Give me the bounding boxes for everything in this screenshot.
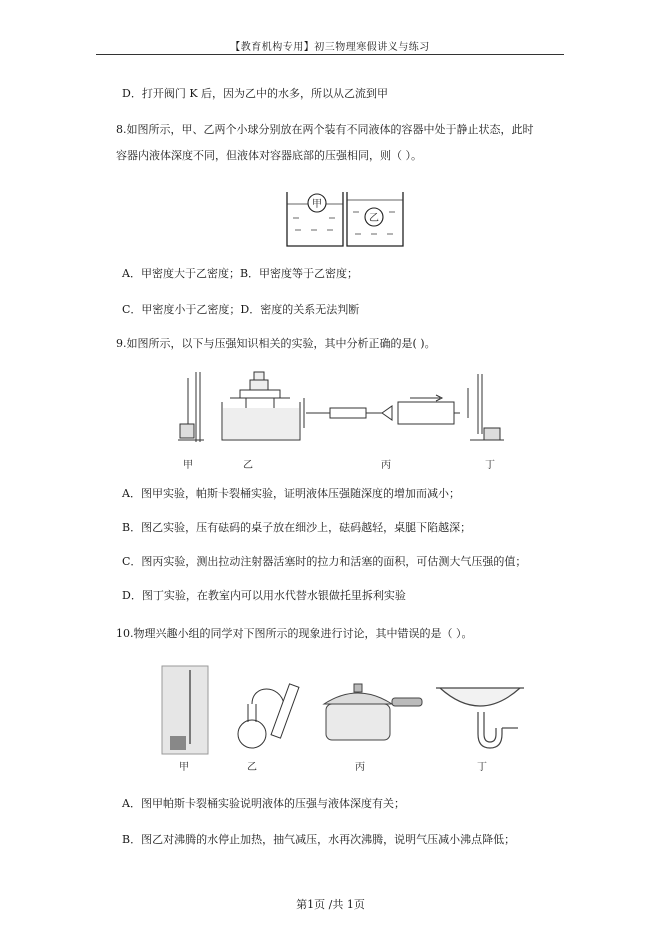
q10-caption-d: 丁 — [477, 762, 487, 773]
ball-right-label: 乙 — [369, 213, 379, 224]
q9-caption-c: 丙 — [381, 460, 391, 471]
syringe-figure — [304, 395, 460, 428]
q8-option-cd: C．甲密度小于乙密度；D．密度的关系无法判断 — [122, 303, 360, 316]
q9-caption-d: 丁 — [485, 460, 495, 471]
flask-pump-figure — [238, 684, 299, 748]
q8-stem-line2: 容器内液体深度不同，但液体对容器底部的压强相同，则（ ）。 — [116, 149, 422, 162]
q9-caption-a: 甲 — [183, 460, 193, 471]
q9-option-a: A．图甲实验，帕斯卡裂桶实验，证明液体压强随深度的增加而减小； — [122, 487, 460, 500]
q10-option-a: A．图甲帕斯卡裂桶实验说明液体的压强与液体深度有关； — [122, 797, 405, 810]
q8-containers-figure — [285, 190, 405, 250]
q9-stem: 9.如图所示，以下与压强知识相关的实验，其中分析正确的是( )。 — [116, 337, 436, 350]
pascal-barrel-figure — [178, 372, 204, 442]
table-on-sand-figure — [222, 372, 300, 440]
q10-stem: 10.物理兴趣小组的同学对下图所示的现象进行讨论，其中错误的是（ ）。 — [116, 627, 473, 640]
q10-caption-b: 乙 — [247, 762, 257, 773]
page-footer: 第1页 /共 1页 — [296, 898, 365, 911]
q8-stem-line1: 8.如图所示，甲、乙两个小球分别放在两个装有不同液体的容器中处于静止状态，此时 — [116, 123, 534, 136]
q7-option-d: D．打开阀门 K 后，因为乙中的水多，所以从乙流到甲 — [122, 87, 389, 100]
ball-left-label: 甲 — [312, 199, 322, 210]
sink-trap-figure — [436, 688, 524, 748]
q10-option-b: B．图乙对沸腾的水停止加热，抽气减压，水再次沸腾，说明气压减小沸点降低； — [122, 833, 516, 846]
q10-caption-c: 丙 — [355, 762, 365, 773]
q9-option-d: D．图丁实验，在教室内可以用水代替水银做托里拆利实验 — [122, 589, 406, 602]
q10-figures — [160, 664, 520, 776]
torricelli-figure — [468, 374, 504, 440]
q9-option-c: C．图丙实验，测出拉动注射器活塞时的拉力和活塞的面积，可估测大气压强的值； — [122, 555, 527, 568]
barrel-photo — [162, 666, 208, 754]
q9-figures — [170, 368, 510, 472]
pressure-cooker-figure — [324, 684, 422, 740]
q10-caption-a: 甲 — [179, 762, 189, 773]
q9-caption-b: 乙 — [243, 460, 253, 471]
page-header: 【教育机构专用】初三物理寒假讲义与练习 — [96, 38, 564, 55]
q9-option-b: B．图乙实验，压有砝码的桌子放在细沙上，砝码越轻，桌腿下陷越深； — [122, 521, 472, 534]
q8-option-ab: A．甲密度大于乙密度；B．甲密度等于乙密度； — [122, 267, 359, 280]
